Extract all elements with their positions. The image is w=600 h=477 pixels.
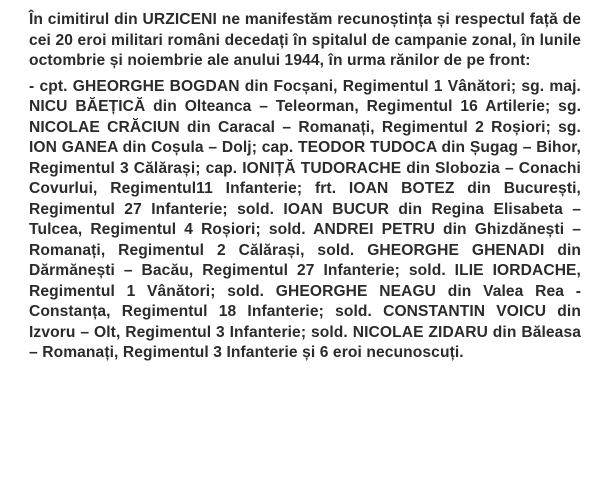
hero-entry: sold. ANDREI PETRU din Ghizdănești – Romanați, Regimentul 2 Călărași,: [29, 221, 581, 259]
hero-entry: sold. IOAN BUCUR din Regina Elisabeta – Tulcea, Regimentul 4 Roșiori;: [29, 200, 582, 238]
hero-entry: sold. ILIE IORDACHE, Regimentul 1 Vânători;: [29, 262, 581, 300]
hero-entry: sg. ION GANEA din Coșula – Dolj;: [29, 118, 581, 156]
hero-entry: - cpt. GHEORGHE BOGDAN din Focșani, Regimentul 1 Vânători;: [29, 77, 517, 95]
hero-entry: cap. TEODOR TUDOCA din Șugag – Bihor, Regimentul 3 Călărași;: [29, 139, 581, 177]
document-text: [29, 10, 581, 364]
hero-entry: sold. GHEORGHE GHENADI din Dărmănești – Bacău, Regimentul 27 Infanterie;: [29, 241, 582, 279]
hero-entry: frt. IOAN BOTEZ din București, Regimentul 27 Infanterie;: [29, 180, 581, 218]
hero-entry: cap. IONIȚĂ TUDORACHE din Slobozia – Conachi Covurlui, Regimentul11 Infanterie;: [29, 159, 581, 197]
hero-entry: sg. maj. NICU BĂEȚICĂ din Olteanca – Teleorman, Regimentul 16 Artilerie;: [29, 77, 581, 115]
hero-entry: sold. GHEORGHE NEAGU din Valea Rea - Constanța, Regimentul 18 Infanterie;: [29, 282, 582, 320]
heroes-list-paragraph: [29, 77, 581, 364]
intro-paragraph: În cimitirul din URZICENI ne manifestăm recunoștința și respectul față de cei 20 eroi militari români decedați în spitalul de campanie zonal, în lunile octombrie și noiembrie ale anului 1944, în urma rănilor de pe front:: [29, 11, 581, 69]
hero-entry: sold. NICOLAE ZIDARU din Băleasa – Romanați, Regimentul 3 Infanterie și 6 eroi necunoscuți.: [29, 323, 581, 361]
hero-entry: sold. CONSTANTIN VOICU din Izvoru – Olt, Regimentul 3 Infanterie;: [29, 303, 581, 341]
hero-entry: sg. NICOLAE CRĂCIUN din Caracal – Romanați, Regimentul 2 Roșiori;: [29, 98, 582, 136]
